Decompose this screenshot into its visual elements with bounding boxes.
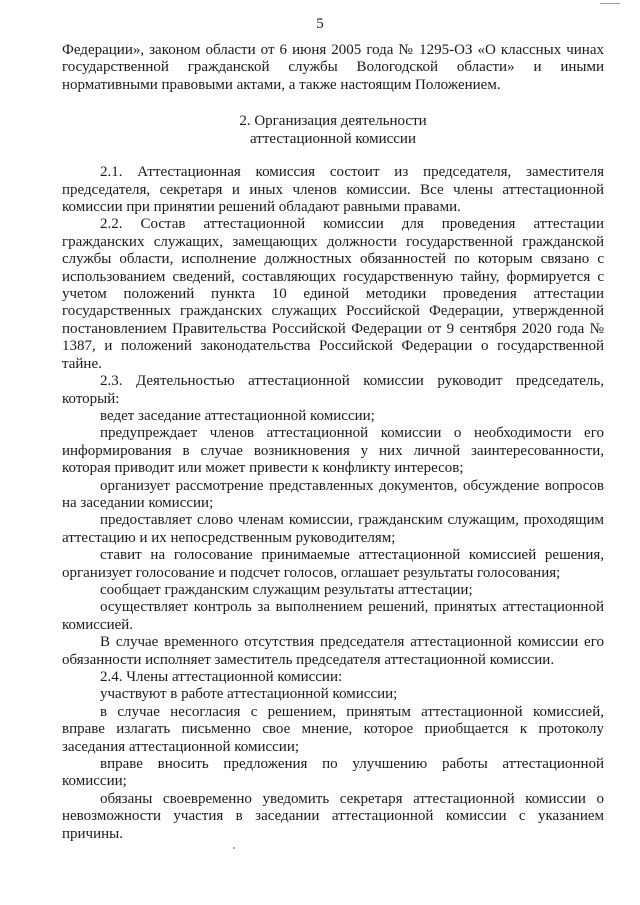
section-heading xyxy=(62,112,604,148)
deputy-chair-paragraph: В случае временного отсутствия председателя аттестационной комиссии его обязанности исполняет заместитель председателя аттестационной комиссии. xyxy=(62,634,604,668)
chair-duty-item: осуществляет контроль за выполнением решений, принятых аттестационной комиссией. xyxy=(62,599,604,633)
intro-paragraph: Федерации», законом области от 6 июня 2005 года № 1295-ОЗ «О классных чинах государственной гражданской службы Вологодской области» и иными нормативными правовыми актами, а также настоящим Положением. xyxy=(62,42,604,93)
member-duty-item: обязаны своевременно уведомить секретаря аттестационной комиссии о невозможности участия в заседании аттестационной комиссии с указанием причины. xyxy=(62,790,604,842)
member-duty-item: вправе вносить предложения по улучшению работы аттестационной комиссии; xyxy=(62,756,604,790)
member-duty-item: участвуют в работе аттестационной комиссии; xyxy=(100,686,398,703)
chair-duty-item: сообщает гражданским служащим результаты аттестации; xyxy=(100,581,473,598)
chair-duty-item: предоставляет слово членам комиссии, гражданским служащим, проходящим аттестацию и их непосредственным руководителям; xyxy=(62,512,604,546)
scan-speck xyxy=(233,847,235,849)
chair-duty-item: организует рассмотрение представленных документов, обсуждение вопросов на заседании комиссии; xyxy=(62,477,604,511)
section-heading-line-2: аттестационной комиссии xyxy=(250,131,416,148)
section-heading-line-1: 2. Организация деятельности xyxy=(239,113,427,130)
chair-duty-item: ставит на голосование принимаемые аттестационной комиссией решения, организует голосование и подсчет голосов, оглашает результаты голосования; xyxy=(62,547,604,581)
scan-corner-mark xyxy=(600,0,620,4)
chair-duty-item: ведет заседание аттестационной комиссии; xyxy=(100,407,375,424)
paragraph-2-1: 2.1. Аттестационная комиссия состоит из председателя, заместителя председателя, секретаря и иных членов комиссии. Все члены аттестационной комиссии при принятии решений обладают равными правами. xyxy=(62,164,604,216)
page-number: 5 xyxy=(316,16,324,32)
paragraph-2-4: 2.4. Члены аттестационной комиссии: xyxy=(100,669,343,685)
paragraph-2-3: 2.3. Деятельностью аттестационной комиссии руководит председатель, который: xyxy=(62,373,604,407)
chair-duty-item: предупреждает членов аттестационной комиссии о необходимости его информирования в случае возникновения у них личной заинтересованности, которая приводит или может привести к конфликту интересов; xyxy=(62,425,604,477)
paragraph-2-2: 2.2. Состав аттестационной комиссии для проведения аттестации гражданских служащих, замещающих должности государственной гражданской службы области, исполнение должностных обязанностей по которым связано с использованием сведений, составляющих государственную тайну, формируется с учетом положений пункта 10 единой методики проведения аттестации государственных гражданских служащих Российской Федерации, утвержденной постановлением Правительства Российской Федерации от 9 сентября 2020 года № 1387, и положений законодательства Российской Федерации о государственной тайне. xyxy=(62,216,604,372)
member-duty-item: в случае несогласия с решением, принятым аттестационной комиссией, вправе излагать письменно свое мнение, которое приобщается к протоколу заседания аттестационной комиссии; xyxy=(62,703,604,755)
document-body xyxy=(62,42,604,843)
